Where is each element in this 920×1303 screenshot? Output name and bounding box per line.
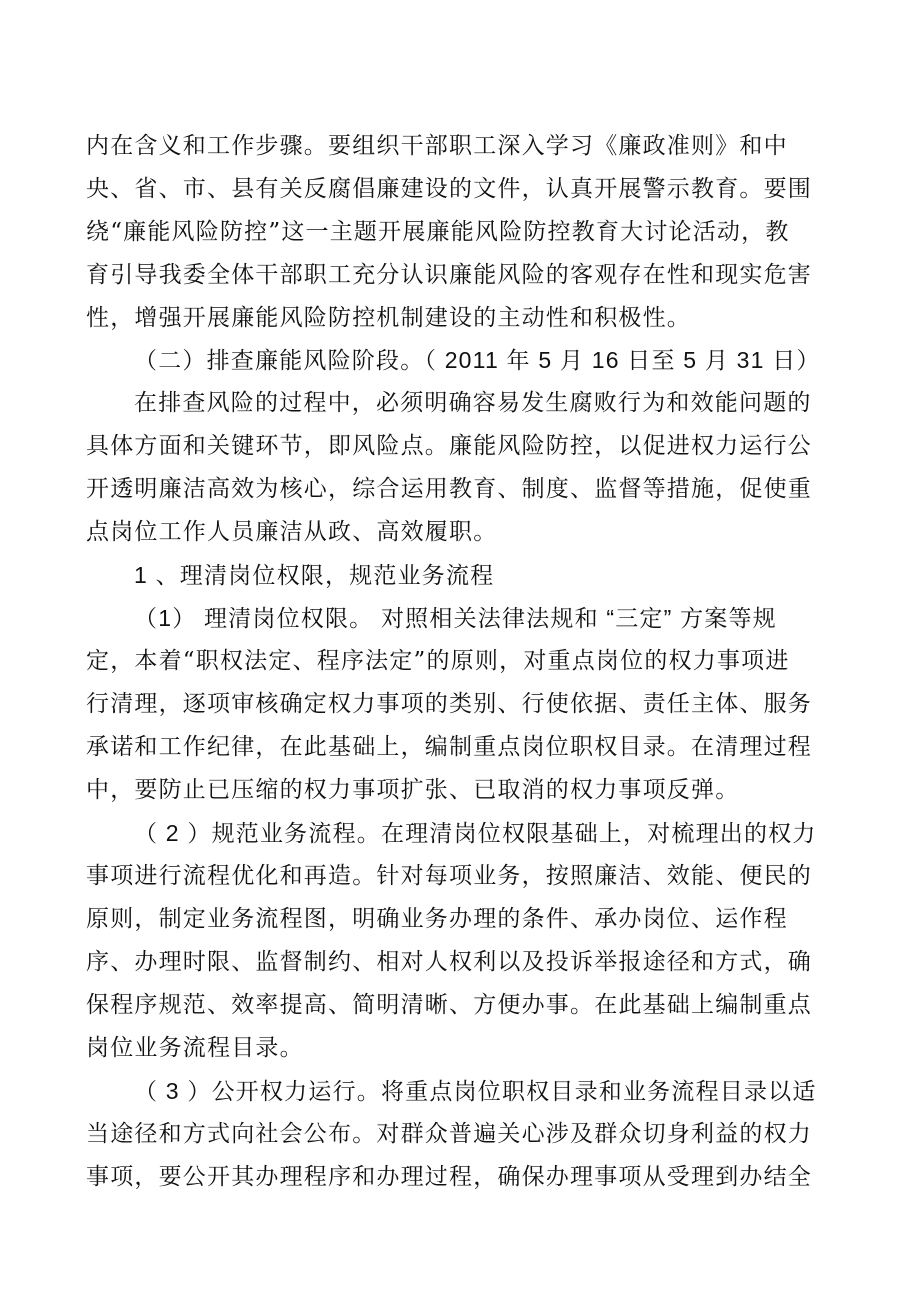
text-line: 事项进行流程优化和再造。针对每项业务，按照廉洁、效能、便民的 bbox=[86, 863, 812, 889]
subsection-heading: 1 、理清岗位权限，规范业务流程 bbox=[134, 562, 495, 588]
text-line: （ 2 ）规范业务流程。在理清岗位权限基础上，对梳理出的权力 bbox=[134, 820, 817, 846]
text-line: 开透明廉洁高效为核心，综合运用教育、制度、监督等措施，促使重 bbox=[86, 476, 812, 502]
text-line: 育引导我委全体干部职工充分认识廉能风险的客观存在性和现实危害 bbox=[86, 262, 812, 288]
text-line: 事项，要公开其办理程序和办理过程，确保办理事项从受理到办结全 bbox=[86, 1164, 812, 1190]
text-line: 序、办理时限、监督制约、相对人权利以及投诉举报途径和方式，确 bbox=[86, 949, 812, 975]
text-line: 绕“廉能风险防控”这一主题开展廉能风险防控教育大讨论活动，教 bbox=[86, 219, 790, 245]
text-line: 性，增强开展廉能风险防控机制建设的主动性和积极性。 bbox=[86, 305, 691, 331]
section-heading: （二）排查廉能风险阶段。（ 2011 年 5 月 16 日至 5 月 31 日） bbox=[134, 347, 821, 373]
text-line: 在排查风险的过程中，必须明确容易发生腐败行为和效能问题的 bbox=[134, 390, 812, 416]
text-line: 内在含义和工作步骤。要组织干部职工深入学习《廉政准则》和中 bbox=[86, 133, 788, 159]
text-line: 中，要防止已压缩的权力事项扩张、已取消的权力事项反弹。 bbox=[86, 777, 740, 803]
text-line: 保程序规范、效率提高、简明清晰、方便办事。在此基础上编制重点 bbox=[86, 992, 812, 1018]
text-line: （ 3 ）公开权力运行。将重点岗位职权目录和业务流程目录以适 bbox=[134, 1078, 817, 1104]
text-line: 当途径和方式向社会公布。对群众普遍关心涉及群众切身利益的权力 bbox=[86, 1121, 812, 1147]
text-line: 岗位业务流程目录。 bbox=[86, 1035, 304, 1061]
text-line: 点岗位工作人员廉洁从政、高效履职。 bbox=[86, 519, 498, 545]
text-line: （1） 理清岗位权限。 对照相关法律法规和 “三定” 方案等规 bbox=[134, 605, 777, 631]
text-line: 承诺和工作纪律，在此基础上，编制重点岗位职权目录。在清理过程 bbox=[86, 734, 812, 760]
text-line: 定，本着“职权法定、程序法定”的原则，对重点岗位的权力事项进 bbox=[86, 648, 790, 674]
text-line: 央、省、市、县有关反腐倡廉建设的文件，认真开展警示教育。要围 bbox=[86, 176, 812, 202]
text-line: 具体方面和关键环节，即风险点。廉能风险防控，以促进权力运行公 bbox=[86, 433, 812, 459]
text-line: 行清理，逐项审核确定权力事项的类别、行使依据、责任主体、服务 bbox=[86, 691, 812, 717]
text-line: 原则，制定业务流程图，明确业务办理的条件、承办岗位、运作程 bbox=[86, 906, 788, 932]
